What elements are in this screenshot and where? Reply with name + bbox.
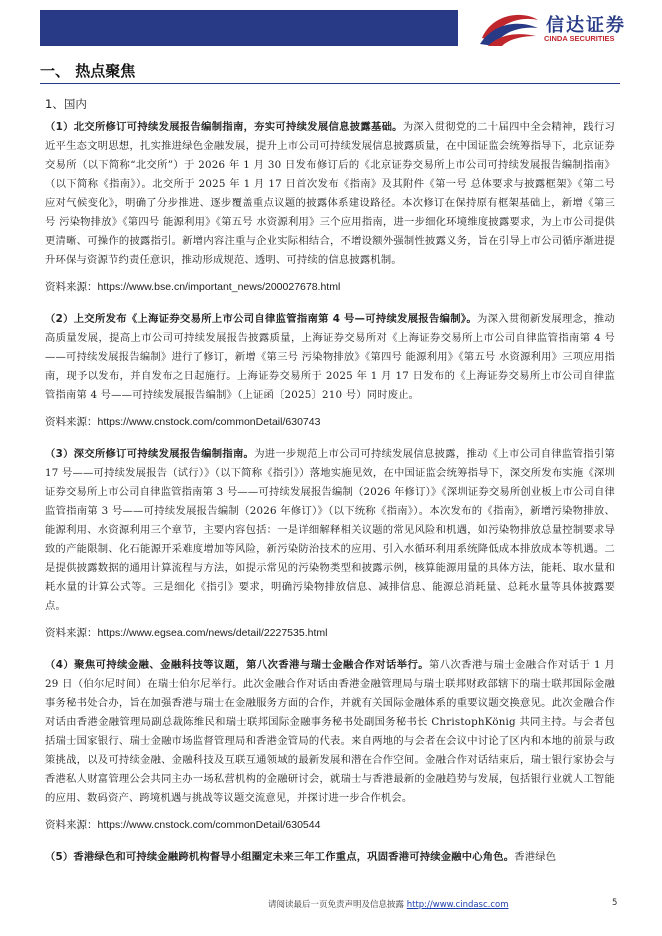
news-source: 资料来源：https://www.cnstock.com/commonDetail/630743 [45, 416, 321, 428]
subsection-heading: 1、国内 [45, 97, 87, 111]
news-item [45, 656, 615, 835]
news-item [45, 848, 615, 867]
news-headline: （1）北交所修订可持续发展报告编制指南，夯实可持续发展信息披露基础。 [45, 121, 403, 133]
news-body: 为深入贯彻党的二十届四中全会精神，践行习近平生态文明思想，扎实推进绿色金融发展，提升上市公司可持续发展信息披露质量，在中国证监会统筹指导下，北京证券交易所（以下简称“北交所”）于 2026 年 1 月 30 日发布修订后的《北京证券交易所上市公司可持续发展报告编制指南》（以下简称《指南》）。北交所于 2025 年 1 月 17 日首次发布《指南》及其附件《第一号 总体要求与披露框架》《第二号 应对气候变化》，明确了分步推进、逐步覆盖重点议题的披露体系建设路径。本次修订在保持原有框架基础上，新增《第三号 污染物排放》《第四号 能源利用》《第五号 水资源利用》三个应用指南，进一步细化环境维度披露要求，为上市公司提供更清晰、可操作的披露指引。新增内容注重与企业实际相结合，不增设额外强制性披露义务，旨在引导上市公司循序渐进提升环保与资源节约责任意识，推动形成规范、透明、可持续的信息披露机制。 [45, 121, 616, 266]
news-paragraph [45, 848, 615, 867]
footer-link[interactable]: http://www.cindasc.com [406, 900, 509, 910]
section-divider [40, 83, 620, 84]
page-number: 5 [612, 898, 618, 908]
news-source: 资料来源：https://www.bse.cn/important_news/200027678.html [45, 281, 341, 293]
news-headline: （3）深交所修订可持续发展报告编制指南。 [45, 448, 255, 460]
news-source: 资料来源：https://www.egsea.com/news/detail/2227535.html [45, 627, 328, 639]
news-body: 香港绿色 [514, 851, 557, 863]
news-list [45, 118, 615, 867]
news-paragraph [45, 310, 615, 405]
news-paragraph [45, 118, 615, 270]
news-paragraph [45, 445, 615, 616]
brand-name-en: CINDA SECURITIES [544, 34, 615, 43]
news-body: 第八次香港与瑞士金融合作对话于 1 月 29 日（伯尔尼时间）在瑞士伯尔尼举行。此次金融合作对话由香港金融管理局与瑞士联邦财政部辖下的瑞士联邦国际金融事务秘书处合办，旨在加强香港与瑞士在金融服务方面的合作，并就有关国际金融体系的重要议题交换意见。此次金融合作对话由香港金融管理局副总裁陈维民和瑞士联邦国际金融事务秘书处副国务秘书长 ChristophKönig 共同主持。与会者包括瑞士国家银行、瑞士金融市场监督管理局和香港金管局的代表。来自两地的与会者在会议中讨论了区内和本地的前景与政策挑战，以及可持续金融、金融科技及互联互通领域的最新发展和潜在合作空间。金融合作对话结束后，瑞士银行家协会与香港私人财富管理公会共同主办一场私营机构的金融研讨会，就瑞士与香港最新的金融趋势与发展，包括银行业就人工智能的应用、数码资产、跨境机遇与挑战等议题交流意见，并探讨进一步合作机会。 [45, 659, 615, 804]
section-title: 一、 热点聚焦 [40, 62, 136, 80]
news-headline: （4）聚焦可持续金融、金融科技等议题，第八次香港与瑞士金融合作对话举行。 [45, 659, 429, 671]
news-body: 为深入贯彻新发展理念，推动高质量发展，提高上市公司可持续发展报告披露质量，上海证券交易所对《上海证券交易所上市公司自律监管指南第 4 号——可持续发展报告编制》进行了修订，新增《第三号 污染物排放》《第四号 能源利用》《第五号 水资源利用》三项应用指南，现予以发布，并自发布之日起施行。上海证券交易所于 2025 年 1 月 17 日发布的《上海证券交易所上市公司自律监管指南第 4 号——可持续发展报告编制》（上证函〔2025〕210 号）同时废止。 [45, 313, 615, 401]
brand-name-cn: 信达证券 [546, 15, 626, 36]
news-source: 资料来源：https://www.cnstock.com/commonDetail/630544 [45, 819, 321, 831]
news-headline: （5）香港绿色和可持续金融跨机构督导小组圈定未来三年工作重点，巩固香港可持续金融中心角色。 [45, 851, 515, 863]
news-headline: （2）上交所发布《上海证券交易所上市公司自律监管指南第 4 号—可持续发展报告编制》。 [45, 313, 477, 325]
header-band [40, 10, 458, 46]
footer-text: 请阅读最后一页免责声明及信息披露 [268, 900, 405, 910]
cinda-logo-mark-icon [478, 8, 542, 48]
news-item [45, 310, 615, 432]
news-body: 为进一步规范上市公司可持续发展信息披露，推动《上市公司自律监管指引第 17 号——可持续发展报告（试行）》（以下简称《指引》）落地实施见效，在中国证监会统筹指导下，深交所发布实施《深圳证券交易所上市公司自律监管指南第 3 号——可持续发展报告编制（2026 年修订）》《深圳证券交易所创业板上市公司自律监管指南第 3 号——可持续发展报告编制（2026 年修订）》（以下统称《指南》）。本次发布的《指南》，新增污染物排放、能源利用、水资源利用三个章节，主要内容包括：一是详细解释相关议题的常见风险和机遇，如污染物排放总量控制要求导致的产能限制、化石能源开采难度增加等风险，新污染防治技术的应用、引入水循环利用系统降低成本排放成本等机遇。二是提供披露数据的通用计算流程与方法，如提示常见的污染物类型和披露示例，核算能源用量的具体方法，能耗、取水量和耗水量的计算公式等。三是细化《指引》要求，明确污染物排放信息、减排信息、能源总消耗量、总耗水量等具体披露要点。 [45, 448, 615, 612]
cinda-logo [478, 8, 648, 48]
news-paragraph [45, 656, 615, 808]
news-item [45, 445, 615, 643]
footer-disclaimer [268, 898, 509, 910]
news-item [45, 118, 615, 297]
